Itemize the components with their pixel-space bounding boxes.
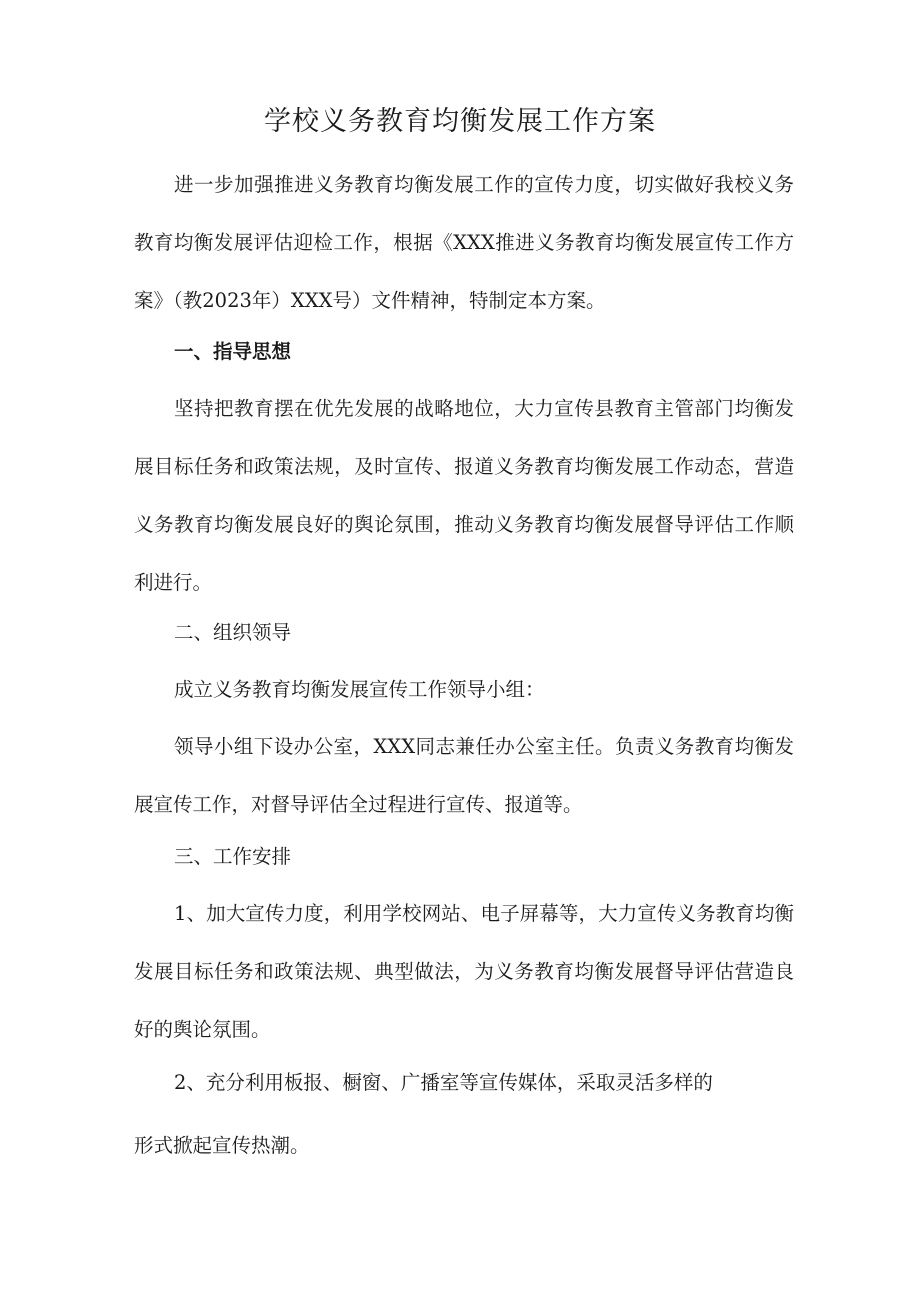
organization-paragraph-2: 领导小组下设办公室，XXX同志兼任办公室主任。负责义务教育均衡发展宣传工作，对督导评估全过程进行宣传、报道等。 <box>134 735 794 816</box>
work-arrangement-item-1: 1、加大宣传力度，利用学校网站、电子屏幕等，大力宣传义务教育均衡发展目标任务和政策法规、典型做法，为义务教育均衡发展督导评估营造良好的舆论氛围。 <box>134 902 794 1041</box>
document-title: 学校义务教育均衡发展工作方案 <box>264 106 656 137</box>
work-arrangement-item-2: 2、充分利用板报、橱窗、广播室等宣传媒体，采取灵活多样的 <box>174 1071 713 1094</box>
work-arrangement-item-2-continuation: 形式掀起宣传热潮。 <box>134 1134 310 1157</box>
section-heading-organization: 二、组织领导 <box>174 621 292 644</box>
section-heading-work-arrangement: 三、工作安排 <box>174 845 292 868</box>
organization-paragraph-1: 成立义务教育均衡发展宣传工作领导小组： <box>174 678 545 701</box>
intro-paragraph: 进一步加强推进义务教育均衡发展工作的宣传力度，切实做好我校义务教育均衡发展评估迎检工作，根据《XXX推进义务教育均衡发展宣传工作方案》（教2023年）XXX号）文件精神，特制定本方案。 <box>134 173 794 312</box>
section-heading-guiding-ideology: 一、指导思想 <box>174 340 292 363</box>
guiding-ideology-paragraph: 坚持把教育摆在优先发展的战略地位，大力宣传县教育主管部门均衡发展目标任务和政策法规，及时宣传、报道义务教育均衡发展工作动态，营造义务教育均衡发展良好的舆论氛围，推动义务教育均衡发展督导评估工作顺利进行。 <box>134 397 794 594</box>
